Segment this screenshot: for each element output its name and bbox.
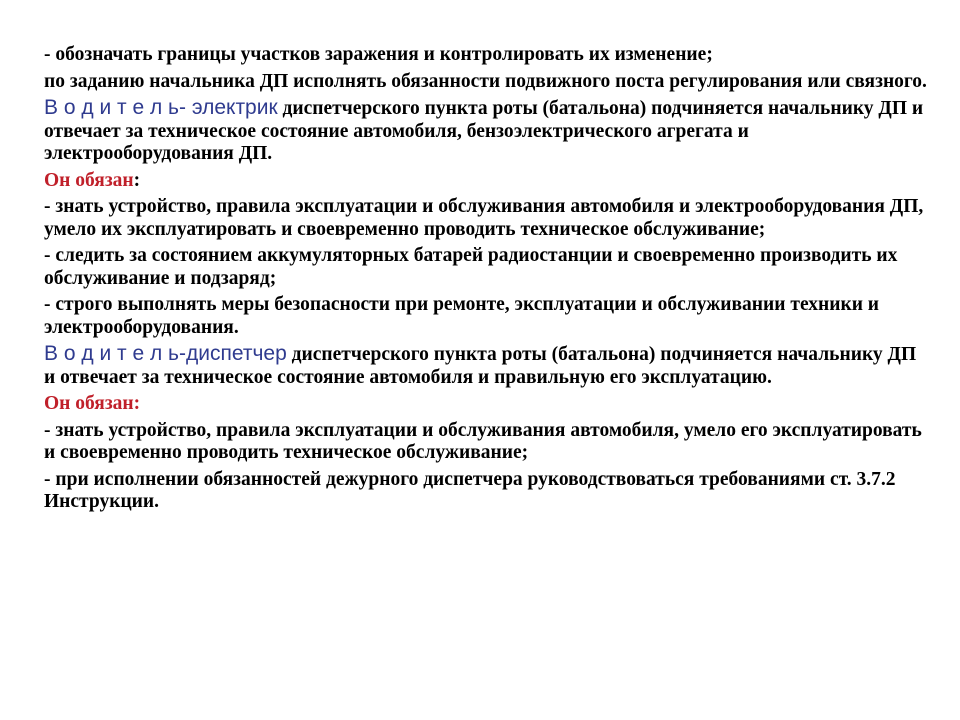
dispatcher-duty-heading	[44, 393, 928, 416]
intro-line-1: - обозначать границы участков заражения и контролировать их изменение;	[44, 44, 713, 65]
dispatcher-duty-1: - знать устройство, правила эксплуатации и обслуживания автомобиля, умело его эксплуатировать и своевременно проводить техническое обслуживание;	[44, 419, 922, 463]
electrician-unit: диспетчерского пункта роты	[282, 98, 538, 119]
electrician-duty-head-text: Он обязан	[44, 169, 134, 191]
electrician-unit-paren: (батальона)	[542, 98, 647, 119]
dispatcher-section	[44, 343, 928, 389]
dispatcher-role-title: В о д и т е л ь-диспетчер	[44, 342, 287, 365]
dispatcher-duty-head-text: Он обязан:	[44, 393, 141, 414]
slide-body	[44, 44, 928, 518]
electrician-duty-2: - следить за состоянием аккумуляторных батарей радиостанции и своевременно производить их обслуживание и подзаряд;	[44, 245, 898, 289]
electrician-role-title: В о д и т е л ь- электрик	[44, 96, 278, 119]
electrician-description: подчиняется начальнику ДП и отвечает за техническое состояние автомобиля, бензоэлектрического агрегата и электрооборудования ДП.	[44, 98, 924, 164]
electrician-section	[44, 97, 928, 166]
electrician-duty-3: - строго выполнять меры безопасности при ремонте, эксплуатации и обслуживании техники и электрооборудования.	[44, 294, 880, 338]
dispatcher-duty-2: - при исполнении обязанностей дежурного диспетчера руководствоваться требованиями ст. 3.7.2 Инструкции.	[44, 468, 896, 512]
electrician-duty-heading	[44, 170, 928, 193]
dispatcher-description: подчиняется начальнику ДП и отвечает за техническое состояние автомобиля и правильную его эксплуатацию.	[44, 344, 917, 388]
dispatcher-unit: диспетчерского пункта роты (батальона)	[291, 344, 656, 365]
electrician-duty-colon: :	[133, 169, 141, 191]
electrician-duty-1: - знать устройство, правила эксплуатации и обслуживания автомобиля и электрооборудования ДП, умело их эксплуатировать и своевременно проводить техническое обслуживание;	[44, 196, 924, 240]
intro-line-2: по заданию начальника ДП исполнять обязанности подвижного поста регулирования или связного.	[44, 70, 927, 92]
